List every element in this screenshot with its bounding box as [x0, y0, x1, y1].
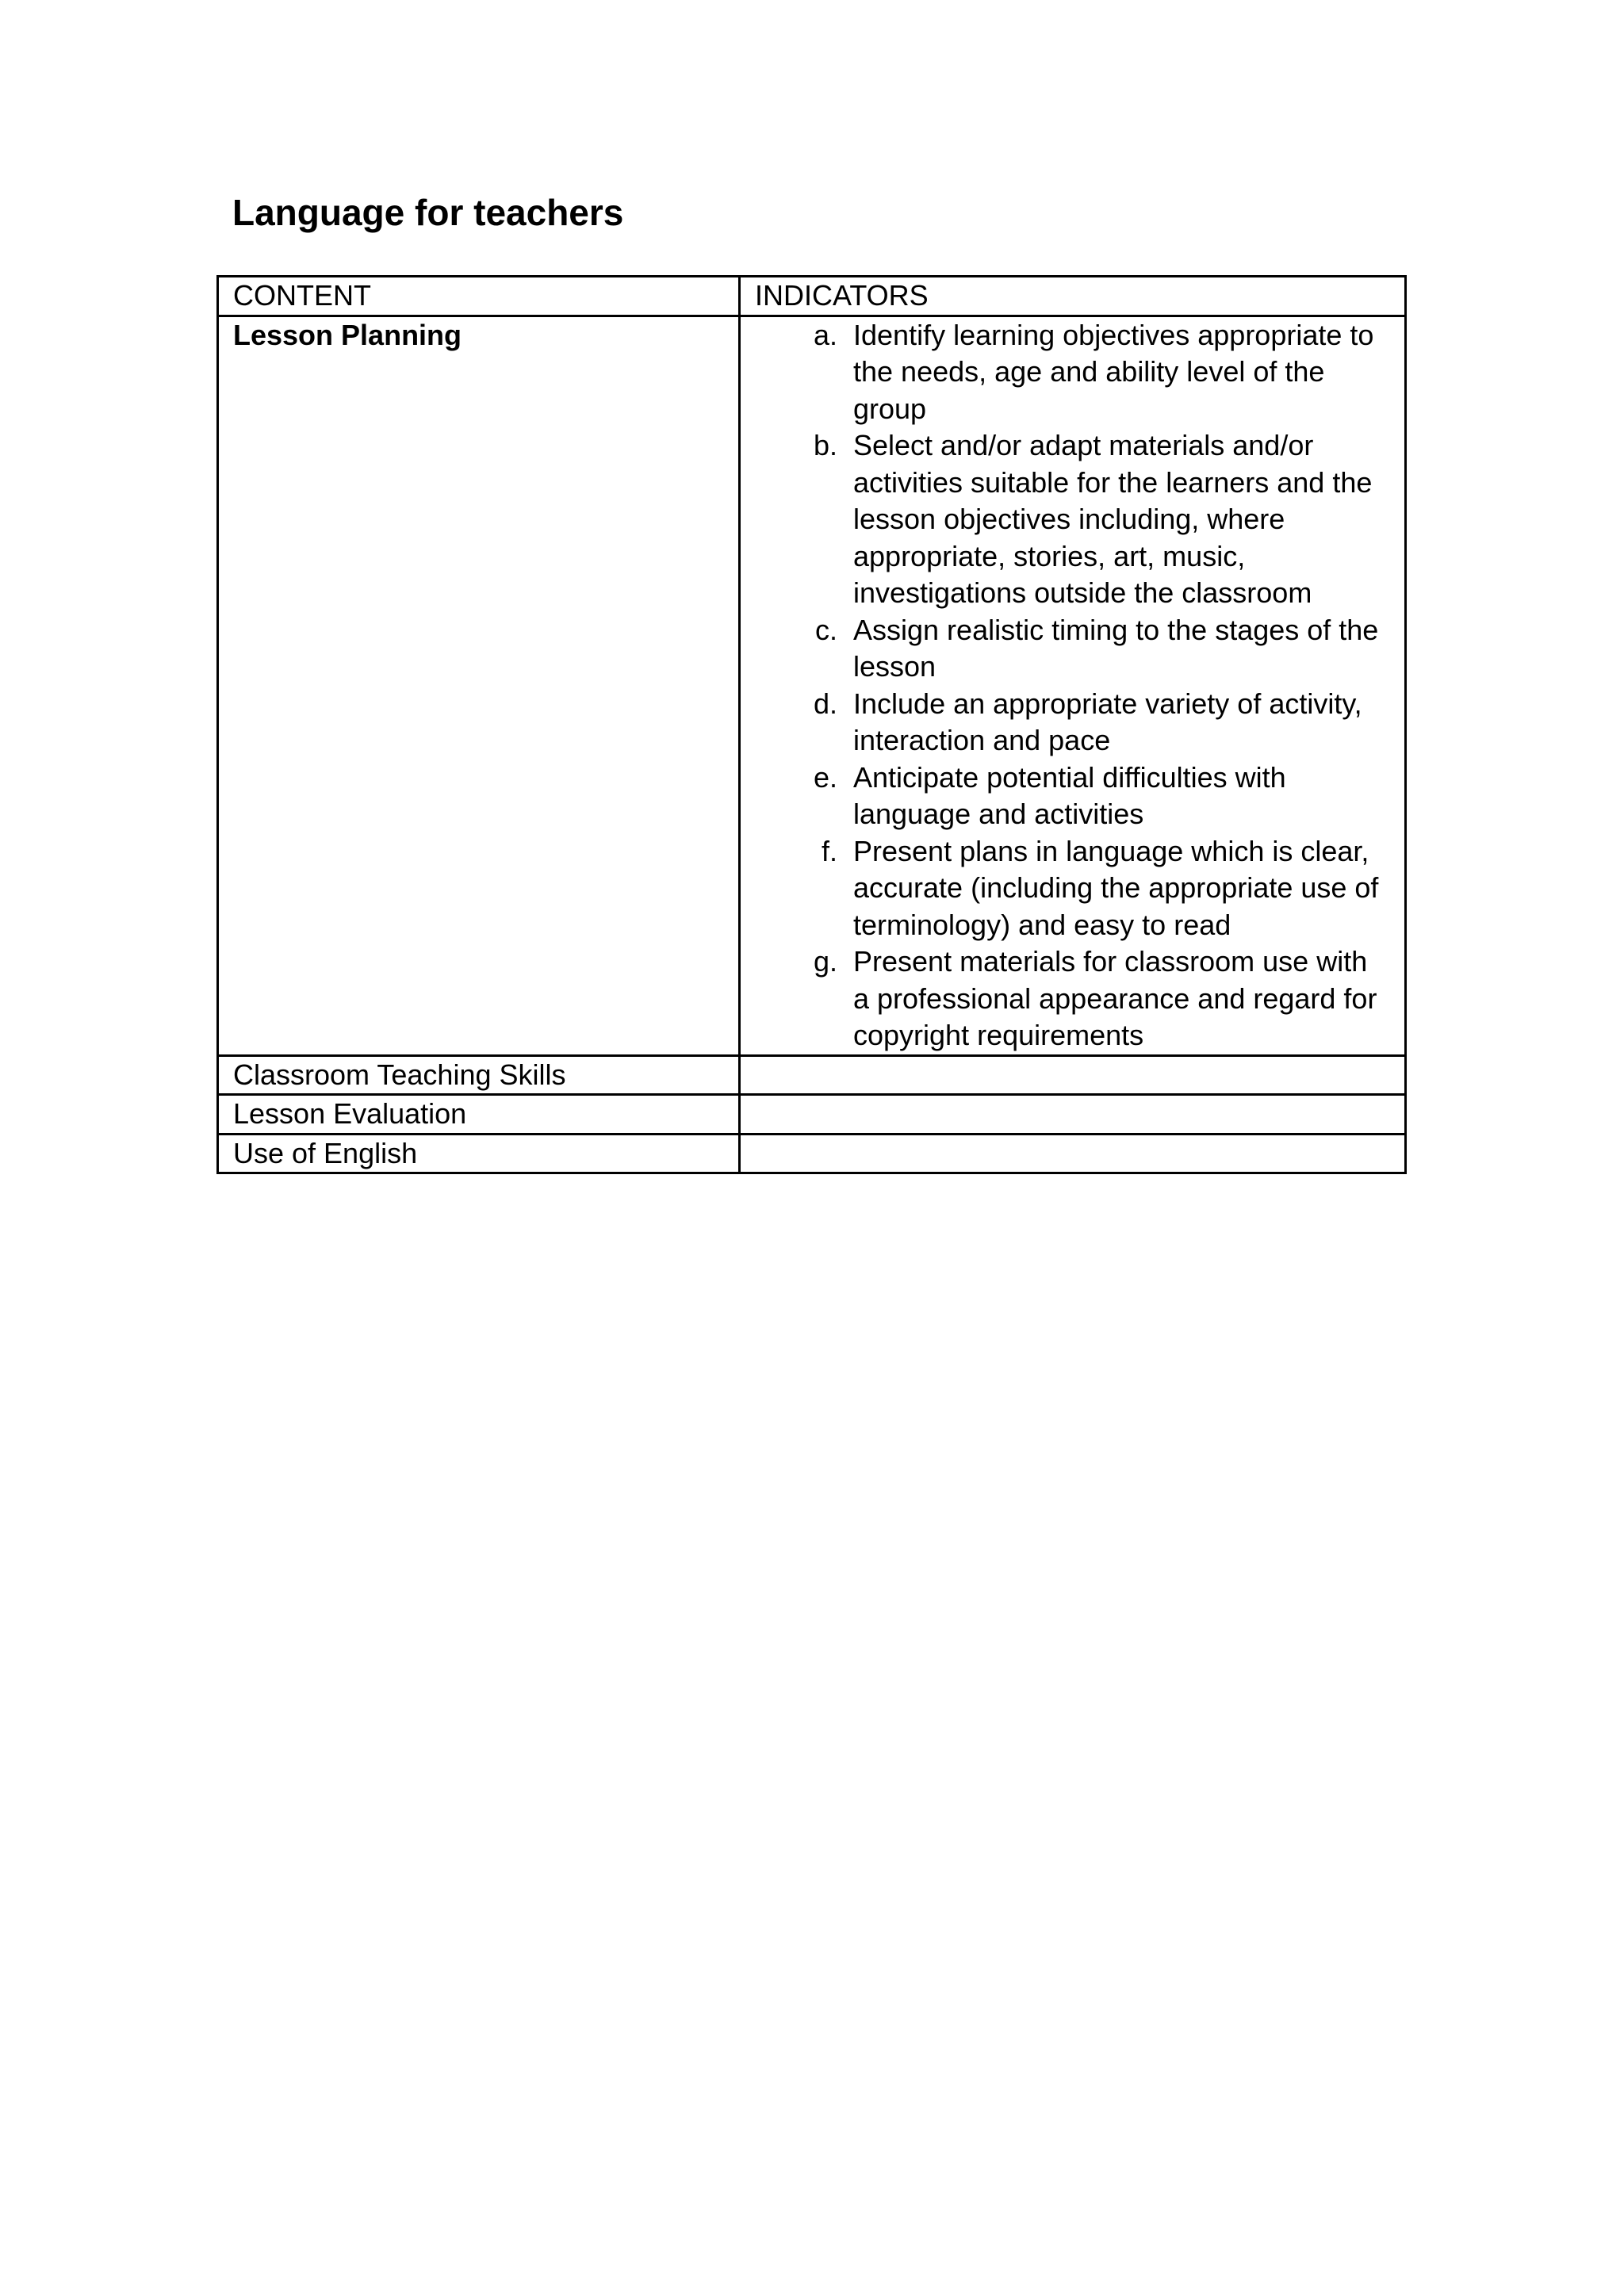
lesson-planning-indicators-cell — [740, 316, 1406, 1055]
indicator-text: Include an appropriate variety of activity, interaction and pace — [853, 687, 1362, 756]
table-row-classroom-teaching-skills — [218, 1055, 1406, 1095]
indicator-text: Select and/or adapt materials and/or activities suitable for the learners and the lesson objectives including, where appropriate, stories, art, music, investigations outside the classroom — [853, 429, 1373, 609]
indicator-text: Present materials for classroom use with a professional appearance and regard for copyright requirements — [853, 945, 1377, 1051]
indicators-header-cell: INDICATORS — [740, 277, 1406, 316]
use-of-english-label: Use of English — [218, 1134, 740, 1173]
table-row-lesson-planning — [218, 316, 1406, 1055]
indicator-marker: a. — [813, 318, 837, 351]
indicator-text: Anticipate potential difficulties with language and activities — [853, 760, 1286, 830]
indicator-marker: e. — [813, 760, 837, 794]
indicator-text: Identify learning objectives appropriate to the needs, age and ability level of the group — [853, 318, 1374, 425]
content-header-cell: CONTENT — [218, 277, 740, 316]
indicator-item-e — [755, 760, 1390, 833]
indicator-marker: c. — [814, 613, 837, 646]
indicator-marker: b. — [813, 429, 837, 461]
indicator-item-b — [755, 427, 1390, 612]
indicator-item-f — [755, 833, 1390, 944]
classroom-teaching-skills-label: Classroom Teaching Skills — [218, 1055, 740, 1095]
lesson-evaluation-label: Lesson Evaluation — [218, 1095, 740, 1135]
empty-indicators-cell — [740, 1095, 1406, 1135]
indicator-item-c — [755, 612, 1390, 686]
indicator-marker: f. — [821, 834, 837, 867]
lesson-planning-label: Lesson Planning — [218, 316, 740, 1055]
empty-indicators-cell — [740, 1055, 1406, 1095]
indicator-marker: d. — [813, 687, 837, 720]
content-indicators-table — [216, 275, 1407, 1174]
empty-indicators-cell — [740, 1134, 1406, 1173]
indicator-item-a — [755, 317, 1390, 428]
table-row-lesson-evaluation — [218, 1095, 1406, 1135]
table-header-row — [218, 277, 1406, 316]
indicator-list — [755, 317, 1390, 1054]
table-row-use-of-english — [218, 1134, 1406, 1173]
indicator-marker: g. — [813, 945, 837, 978]
indicator-text: Present plans in language which is clear, accurate (including the appropriate use of terminology) and easy to read — [853, 834, 1379, 941]
page-title: Language for teachers — [232, 192, 624, 233]
indicator-item-d — [755, 686, 1390, 760]
indicator-text: Assign realistic timing to the stages of the lesson — [853, 613, 1379, 683]
indicator-item-g — [755, 943, 1390, 1054]
